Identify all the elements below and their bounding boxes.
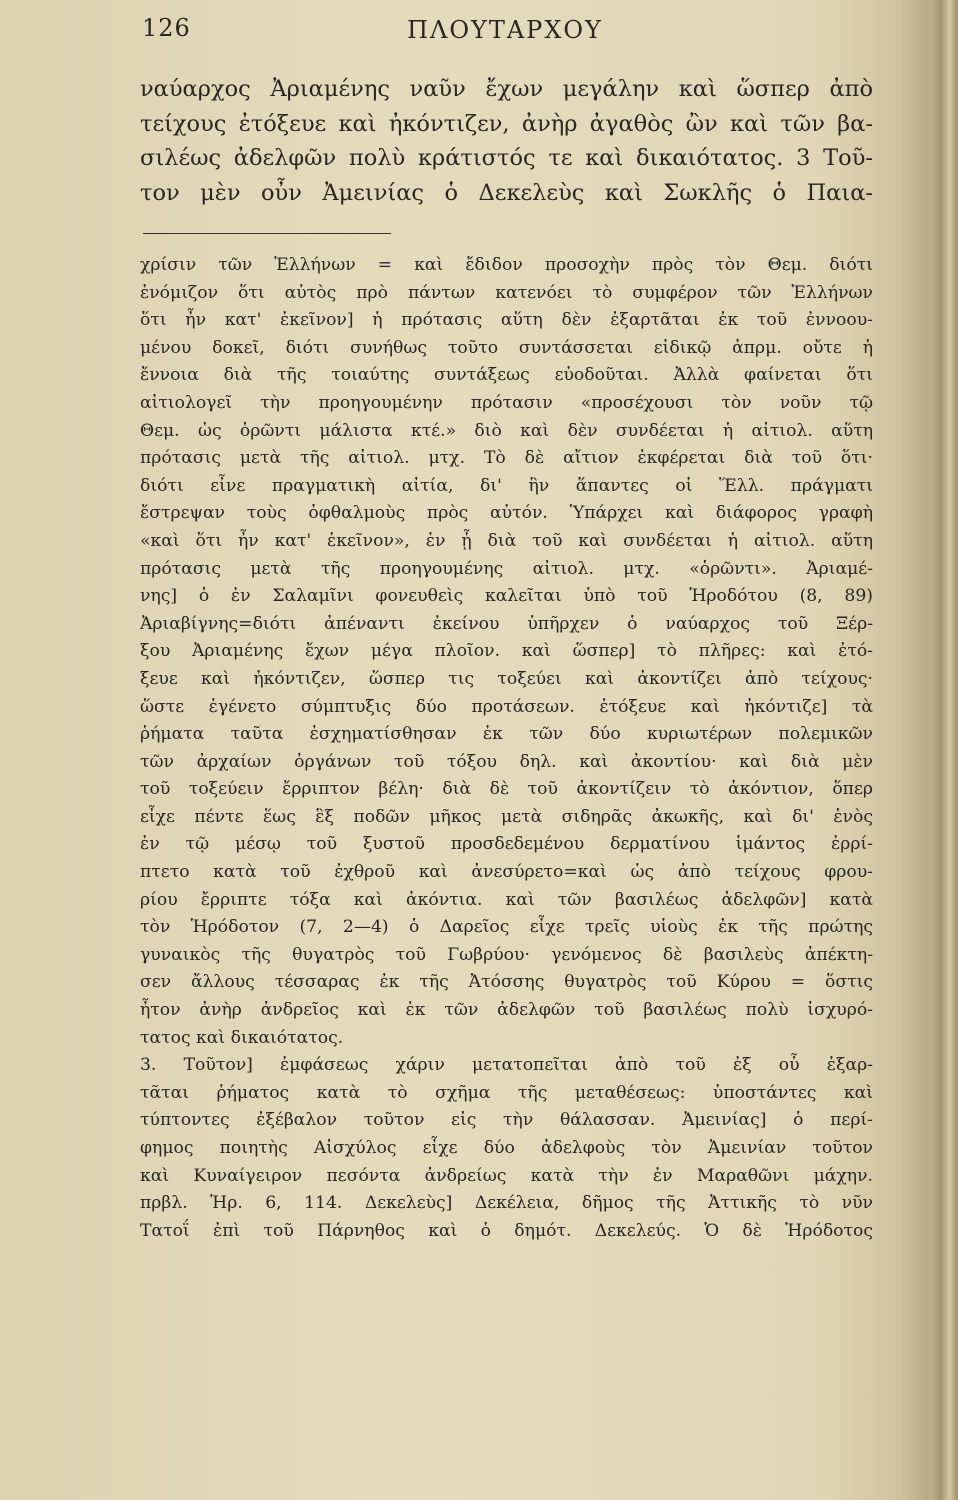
main-text-line: τείχους ἐτόξευε καὶ ἠκόντιζεν, ἀνὴρ ἀγαθὸς ὢν καὶ τῶν βα- <box>140 110 873 137</box>
commentary-line: ἐνόμιζον ὅτι αὐτὸς πρὸ πάντων κατενόει τὸ συμφέρον τῶν Ἑλλήνων <box>140 282 873 303</box>
commentary-line: ἐν τῷ μέσῳ τοῦ ξυστοῦ προσδεδεμένου δερματίνου ἱμάντος ἐρρί- <box>140 834 873 855</box>
commentary-line: ἔστρεψαν τοὺς ὀφθαλμοὺς πρὸς αὐτόν. Ὑπάρχει καὶ διάφορος γραφὴ <box>140 503 873 524</box>
commentary-line: καὶ Κυναίγειρον πεσόντα ἀνδρείως κατὰ τὴν ἐν Μαραθῶνι μάχην. <box>140 1165 873 1186</box>
commentary-line: μένου δοκεῖ, διότι συνήθως τοῦτο συντάσσεται εἰδικῷ ἀπρμ. οὔτε ἡ <box>140 337 873 358</box>
commentary-line: ξου Ἀριαμένης ἔχων μέγα πλοῖον. καὶ ὥσπερ] τὸ πλῆρες: καὶ ἐτό- <box>140 641 873 662</box>
commentary-line: ρίου ἔρριπτε τόξα καὶ ἀκόντια. καὶ τῶν βασιλέως ἀδελφῶν] κατὰ <box>140 889 873 910</box>
commentary-line: αἰτιολογεῖ τὴν προηγουμένην πρότασιν «προσέχουσι τὸν νοῦν τῷ <box>140 392 873 413</box>
commentary-line: ὥστε ἐγένετο σύμπτυξις δύο προτάσεων. ἐτόξευε καὶ ἠκόντιζε] τὰ <box>140 696 873 717</box>
commentary-notes <box>140 252 873 1245</box>
main-text-line: σιλέως ἀδελφῶν πολὺ κράτιστός τε καὶ δικαιότατος. 3 Τοῦ- <box>140 145 873 171</box>
commentary-line: εἶχε πέντε ἕως ἓξ ποδῶν μῆκος μετὰ σιδηρᾶς ἀκωκῆς, καὶ δι' ἑνὸς <box>140 806 873 827</box>
commentary-line: Ἀριαβίγνης=διότι ἀπέναντι ἐκείνου ὑπῆρχεν ὁ ναύαρχος τοῦ Ξέρ- <box>140 613 873 634</box>
main-text-line: τον μὲν οὖν Ἀμεινίας ὁ Δεκελεὺς καὶ Σωκλῆς ὁ Παια- <box>140 179 873 206</box>
commentary-line: τῶν ἀρχαίων ὀργάνων τοῦ τόξου δηλ. καὶ ἀκοντίου· καὶ διὰ μὲν <box>140 751 873 772</box>
commentary-line: νης] ὁ ἐν Σαλαμῖνι φονευθεὶς καλεῖται ὑπὸ τοῦ Ἡροδότου (8, 89) <box>140 586 873 607</box>
commentary-line: τατος καὶ δικαιότατος. <box>140 1027 344 1048</box>
commentary-line: τύπτοντες ἐξέβαλον τοῦτον εἰς τὴν θάλασσαν. Ἀμεινίας] ὁ περί- <box>140 1110 873 1131</box>
commentary-line: διότι εἶνε πραγματικὴ αἰτία, δι' ἣν ἅπαντες οἱ Ἕλλ. πράγματι <box>140 475 873 496</box>
commentary-line: φημος ποιητὴς Αἰσχύλος εἶχε δύο ἀδελφοὺς τὸν Ἀμεινίαν τοῦτον <box>140 1138 873 1158</box>
commentary-line: σεν ἄλλους τέσσαρας ἐκ τῆς Ἀτόσσης θυγατρὸς τοῦ Κύρου = ὅστις <box>140 972 873 993</box>
commentary-line: ῥήματα ταῦτα ἐσχηματίσθησαν ἐκ τῶν δύο κυριωτέρων πολεμικῶν <box>140 724 873 745</box>
main-text <box>140 72 873 210</box>
commentary-line: χρίσιν τῶν Ἑλλήνων = καὶ ἔδιδον προσοχὴν πρὸς τὸν Θεμ. διότι <box>140 255 873 275</box>
commentary-line: πρότασις μετὰ τῆς προηγουμένης αἰτιολ. μτχ. «ὁρῶντι». Ἀριαμέ- <box>140 558 873 579</box>
main-text-line: ναύαρχος Ἀριαμένης ναῦν ἔχων μεγάλην καὶ ὥσπερ ἀπὸ <box>140 76 873 102</box>
page-header <box>142 14 868 54</box>
commentary-line: ἔννοια διὰ τῆς τοιαύτης συντάξεως εὐοδοῦται. Ἀλλὰ φαίνεται ὅτι <box>140 365 873 386</box>
commentary-line: πρότασις μετὰ τῆς αἰτιολ. μτχ. Τὸ δὲ αἴτιον ἐκφέρεται διὰ τοῦ ὅτι· <box>140 448 873 469</box>
commentary-line: «καὶ ὅτι ἦν κατ' ἐκεῖνον», ἐν ᾗ διὰ τοῦ καὶ συνδέεται ἡ αἰτιολ. αὕτη <box>140 530 873 551</box>
commentary-line: πρβλ. Ἡρ. 6, 114. Δεκελεὺς] Δεκέλεια, δῆμος τῆς Ἀττικῆς τὸ νῦν <box>140 1193 873 1214</box>
commentary-line: γυναικὸς τῆς θυγατρὸς τοῦ Γωβρύου· γενόμενος δὲ βασιλεὺς ἀπέκτη- <box>140 944 873 965</box>
page-number: 126 <box>142 14 191 42</box>
commentary-line: 3. Τοῦτον] ἐμφάσεως χάριν μετατοπεῖται ἀπὸ τοῦ ἐξ οὗ ἐξαρ- <box>140 1055 873 1076</box>
commentary-line: Τατοΐ ἐπὶ τοῦ Πάρνηθος καὶ ὁ δημότ. Δεκελεύς. Ὁ δὲ Ἡρόδοτος <box>140 1220 873 1241</box>
commentary-line: πτετο κατὰ τοῦ ἐχθροῦ καὶ ἀνεσύρετο=καὶ ὡς ἀπὸ τείχους φρου- <box>140 862 873 883</box>
page-binding-edge <box>930 0 958 1500</box>
commentary-line: ὅτι ἦν κατ' ἐκεῖνον] ἡ πρότασις αὕτη δὲν ἐξαρτᾶται ἐκ τοῦ ἐννοου- <box>140 310 873 331</box>
commentary-line: Θεμ. ὡς ὁρῶντι μάλιστα κτέ.» διὸ καὶ δὲν συνδέεται ἡ αἰτιολ. αὕτη <box>140 420 873 441</box>
commentary-line: τᾶται ῥήματος κατὰ τὸ σχῆμα τῆς μεταθέσεως: ὑποστάντες καὶ <box>140 1082 873 1103</box>
commentary-line: τὸν Ἡρόδοτον (7, 2—4) ὁ Δαρεῖος εἶχε τρεῖς υἱοὺς ἐκ τῆς πρώτης <box>140 917 873 938</box>
running-head: ΠΛΟΥΤΑΡΧΟΥ <box>407 16 603 44</box>
footnote-separator-rule <box>143 233 391 234</box>
commentary-line: ἦτον ἀνὴρ ἀνδρεῖος καὶ ἐκ τῶν ἀδελφῶν τοῦ βασιλέως πολὺ ἰσχυρό- <box>140 1000 873 1021</box>
commentary-line: ξευε καὶ ἠκόντιζεν, ὥσπερ τις τοξεύει καὶ ἀκοντίζει ἀπὸ τείχους· <box>140 668 873 689</box>
commentary-line: τοῦ τοξεύειν ἔρριπτον βέλη· διὰ δὲ τοῦ ἀκοντίζειν τὸ ἀκόντιον, ὅπερ <box>140 779 873 800</box>
